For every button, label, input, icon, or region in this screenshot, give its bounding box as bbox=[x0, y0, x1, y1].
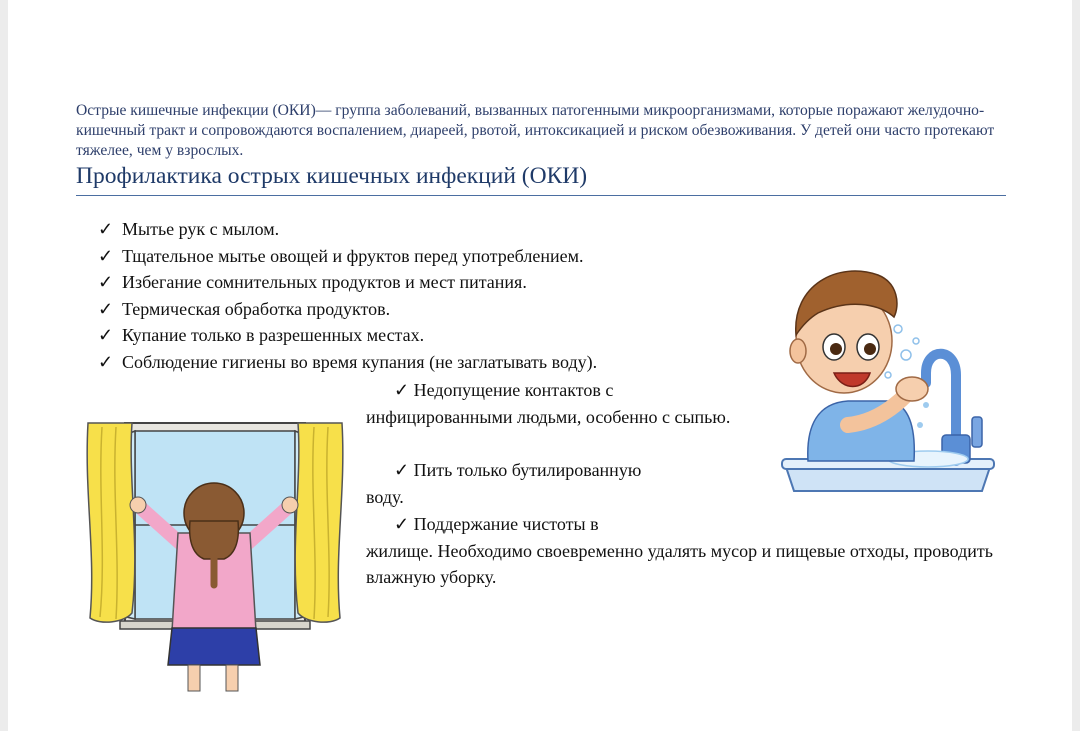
page-heading: Профилактика острых кишечных инфекций (ОКИ) bbox=[76, 163, 588, 189]
heading-underline bbox=[76, 195, 1006, 196]
list-item-water: ✓ Пить только бутилированную воду. bbox=[366, 460, 642, 507]
list-item: ✓ Мытье рук с мылом. bbox=[98, 216, 597, 243]
boy-washing-illustration bbox=[778, 255, 998, 495]
list-item: ✓ Тщательное мытье овощей и фруктов перед употреблением. bbox=[98, 243, 597, 270]
document-page bbox=[8, 0, 1072, 731]
prevention-list bbox=[98, 216, 597, 375]
check-icon: ✓ bbox=[98, 298, 114, 319]
check-icon: ✓ bbox=[98, 351, 114, 372]
list-item: ✓ Соблюдение гигиены во время купания (не заглатывать воду). bbox=[98, 349, 597, 376]
list-item-contacts: ✓ Недопущение контактов с инфицированными людьми, особенно с сыпью. bbox=[366, 380, 731, 427]
check-icon: ✓ bbox=[98, 245, 114, 266]
list-item: ✓ Избегание сомнительных продуктов и мест питания. bbox=[98, 269, 597, 296]
check-icon: ✓ bbox=[98, 272, 114, 292]
list-item-cleanliness: ✓ Поддержание чистоты в жилище. Необходимо своевременно удалять мусор и пищевые отходы, проводить влажную уборку. bbox=[366, 514, 993, 587]
intro-paragraph: Острые кишечные инфекции (ОКИ)— группа заболеваний, вызванных патогенными микроорганизмами, которые поражают желудочно-кишечный тракт и сопровождаются воспалением, диареей, рвотой, интоксикацией и риском обезвоживания. У детей они часто протекают тяжелее, чем у взрослых. bbox=[76, 102, 995, 159]
girl-window-illustration bbox=[80, 413, 350, 693]
check-icon: ✓ bbox=[394, 514, 410, 534]
list-item: ✓ Термическая обработка продуктов. bbox=[98, 296, 597, 323]
check-icon: ✓ bbox=[394, 380, 410, 400]
check-icon: ✓ bbox=[98, 325, 114, 345]
check-icon: ✓ bbox=[394, 460, 410, 480]
list-item: ✓ Купание только в разрешенных местах. bbox=[98, 322, 597, 349]
check-icon: ✓ bbox=[98, 219, 114, 239]
